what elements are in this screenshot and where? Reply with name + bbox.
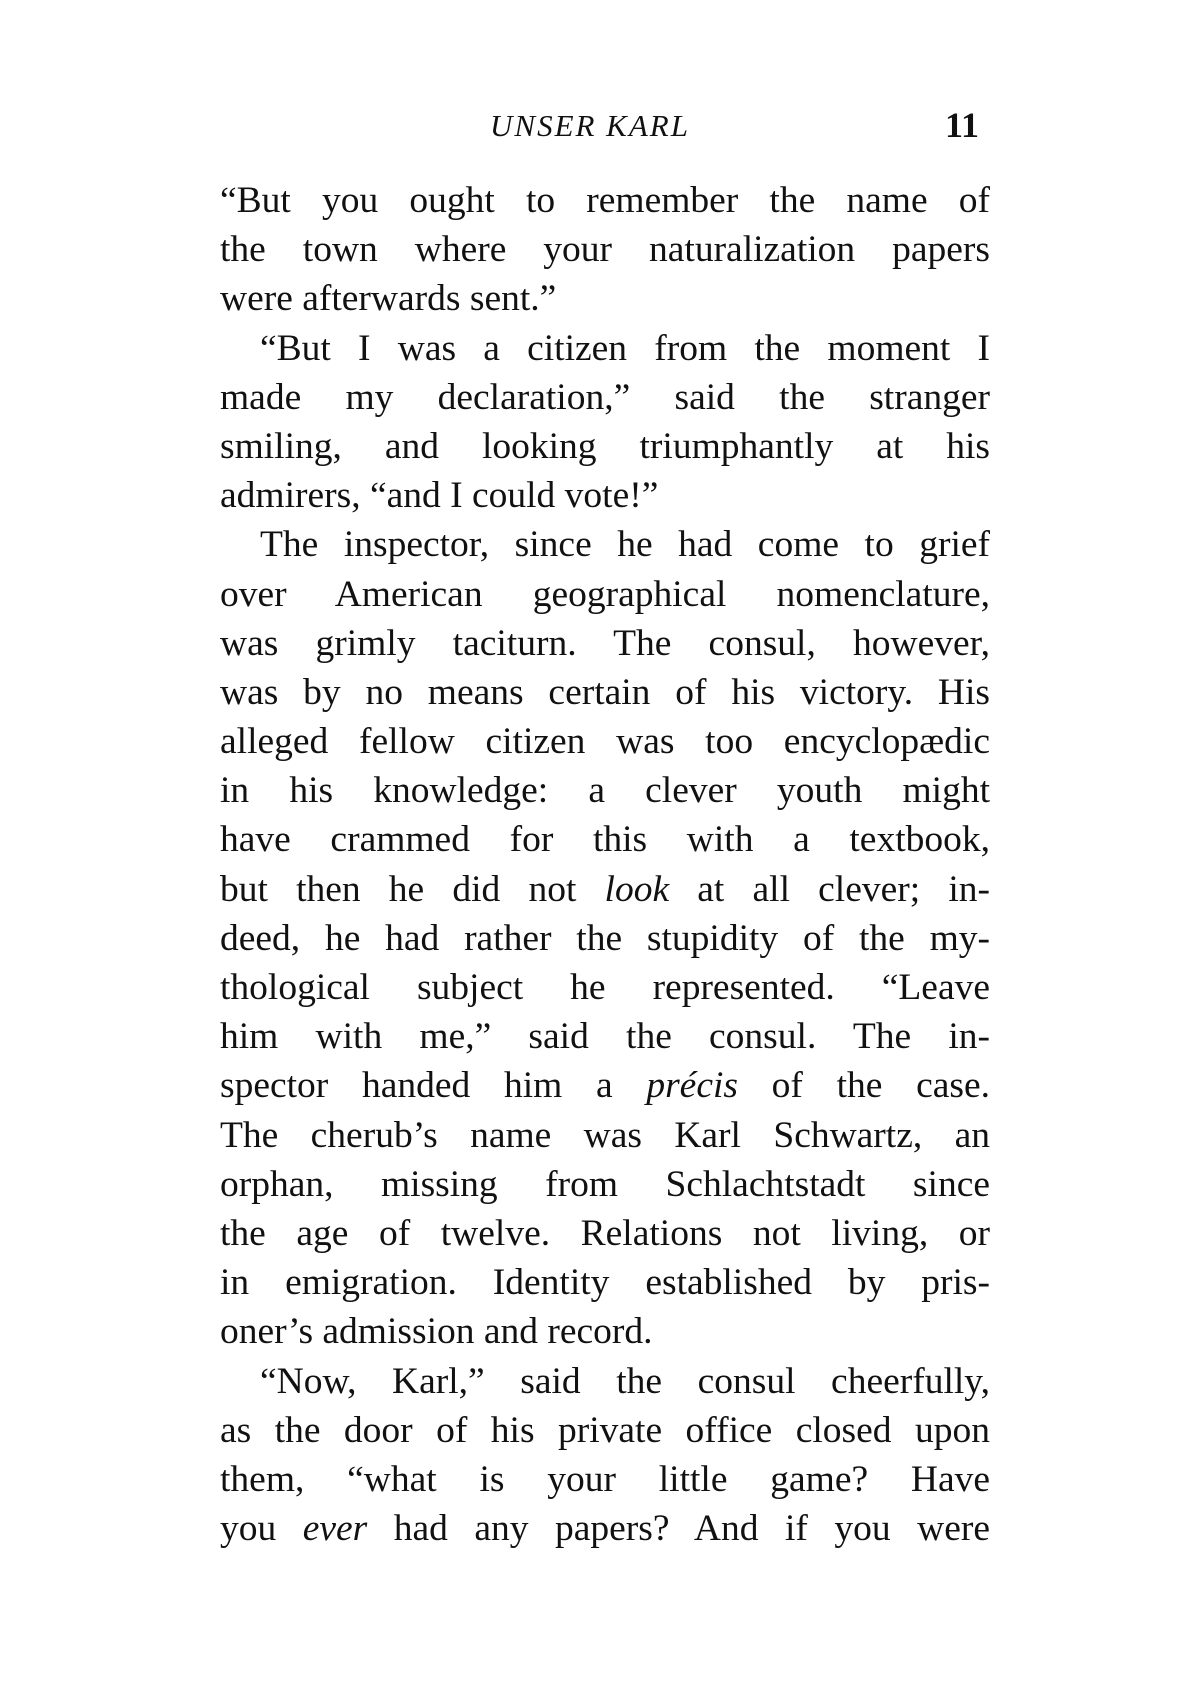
text-line: have crammed for this with a textbook, <box>220 819 990 861</box>
text-line: deed, he had rather the stupidity of the my- <box>220 917 990 959</box>
text-line: as the door of his private office closed upon <box>220 1409 990 1451</box>
text-line: them, “what is your little game? Have <box>220 1458 990 1500</box>
text-segment: spector handed him a <box>220 1065 647 1107</box>
text-line: was grimly taciturn. The consul, however, <box>220 622 990 664</box>
page-number: 11 <box>945 105 980 145</box>
text-line: alleged fellow citizen was too encyclopædic <box>220 721 990 763</box>
text-line: the town where your naturalization papers <box>220 229 990 271</box>
text-line: the age of twelve. Relations not living, or <box>220 1212 990 1254</box>
italic-word: précis <box>646 1065 738 1107</box>
text-line <box>220 1504 990 1553</box>
italic-word: ever <box>302 1508 368 1550</box>
text-line: “Now, Karl,” said the consul cheerfully, <box>260 1360 990 1402</box>
italic-word: look <box>604 868 670 910</box>
text-line: in emigration. Identity established by pris- <box>220 1262 990 1304</box>
text-line: was by no means certain of his victory. His <box>220 671 990 713</box>
text-line: were afterwards sent.” <box>220 278 557 320</box>
text-segment: of the case. <box>737 1065 991 1107</box>
running-title: UNSER KARL <box>490 108 690 143</box>
text-line: The cherub’s name was Karl Schwartz, an <box>220 1114 990 1156</box>
text-line: thological subject he represented. “Leave <box>220 967 990 1008</box>
text-line: over American geographical nomenclature, <box>220 573 990 615</box>
text-segment: had any papers? And if you were <box>367 1508 990 1550</box>
text-line: admirers, “and I could vote!” <box>220 475 659 517</box>
text-line: him with me,” said the consul. The in- <box>220 1016 990 1058</box>
text-line: in his knowledge: a clever youth might <box>220 770 990 812</box>
body-text <box>220 176 990 1553</box>
text-line <box>220 865 990 914</box>
text-line: smiling, and looking triumphantly at his <box>220 425 990 467</box>
text-line: made my declaration,” said the stranger <box>220 376 990 418</box>
text-segment: but then he did not <box>220 868 605 910</box>
text-line: The inspector, since he had come to grief <box>260 524 990 566</box>
text-line: “But you ought to remember the name of <box>220 180 990 221</box>
text-segment: at all clever; in- <box>669 868 990 910</box>
text-line: orphan, missing from Schlachtstadt since <box>220 1163 990 1205</box>
text-segment: you <box>220 1508 303 1550</box>
text-line: “But I was a citizen from the moment I <box>260 327 990 369</box>
text-line <box>220 1061 990 1110</box>
text-line: oner’s admission and record. <box>220 1311 653 1353</box>
